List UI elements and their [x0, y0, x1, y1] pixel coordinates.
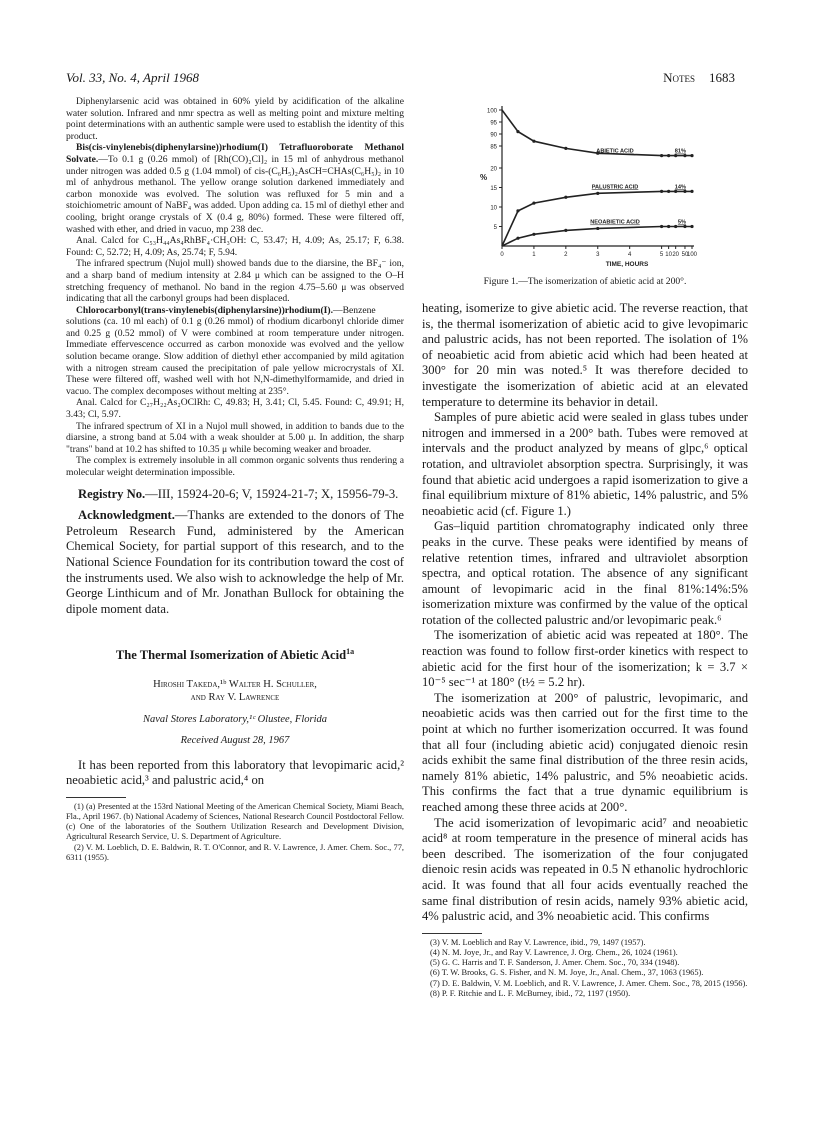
data-point [532, 233, 535, 236]
paragraph: The isomerization of abietic acid was repeated at 180°. The reaction was found to follow first-order kinetics with respect to abietic acid for the first hour of the isomerization; k = 3.7 × 10⁻⁵ sec⁻¹ at 180° (t½ = 5.2 hr). [422, 628, 748, 690]
page-number: 1683 [709, 70, 735, 85]
paragraph: heating, isomerize to give abietic acid. The reverse reaction, that is, the thermal isomerization of abietic acid to give levopimaric and palustric acids, has not been reported. The isolation of 1% of neoabietic acid from abietic acid which had been heated at 300° for 20 min was noted.⁵ It was therefore decided to investigate the isomerization of abietic acid at an elevated temperature to determine its behavior in detail. [422, 301, 748, 409]
isomerization-chart [422, 96, 748, 272]
data-point [596, 227, 599, 230]
paragraph: Diphenylarsenic acid was obtained in 60% yield by acidification of the alkaline water solution. Infrared and nmr spectra as well as melting point and mixture melting point determinations with an authentic sample were used to establish the identity of this product. [66, 96, 404, 142]
paragraph: The complex is extremely insoluble in all common organic solvents thus rendering a molecular weight determination impossible. [66, 455, 404, 478]
series-label: PALUSTRIC ACID [591, 184, 639, 191]
footnote-rule [66, 797, 126, 798]
paragraph: Gas–liquid partition chromatography indicated only three peaks in the curve. These peaks were identified by means of relative retention times, infrared and ultraviolet absorption spectra, and optical rotation. The absence of any significant amount of levopimaric acid in the final 81%:14%:5% isomerization mixture was confirmed by the value of the optical rotation of the collected palustric and/or levopimaric peak.⁶ [422, 519, 748, 627]
y-tick-label: 15 [490, 186, 497, 192]
data-point [674, 225, 677, 228]
footnote: (8) P. F. Ritchie and L. F. McBurney, ibid., 72, 1197 (1950). [430, 988, 631, 998]
article-title: The Thermal Isomerization of Abietic Acid$^{1a}$ [115, 647, 355, 663]
x-tick-label: 3 [596, 252, 600, 258]
paragraph: Samples of pure abietic acid were sealed in glass tubes under nitrogen and immersed in a 200° bath. Tubes were removed at intervals and the product analyzed by means of glpc,⁶ optical rotation, and ultraviolet absorption spectra. Surprisingly, it was found that abietic acid undergoes a rapid isomerization to give a final equilibrium mixture of 81% abietic, 14% palustric, and 5% neoabietic acid (cf. Figure 1.) [422, 410, 748, 518]
analysis: Anal. Calcd for C₂₇H₂₂As₂OClRh: C, 49.83; H, 3.41; Cl, 5.45. Found: C, 49.91; H, 3.43; Cl, 5.97. [66, 397, 404, 421]
affiliation: Naval Stores Laboratory,¹ᶜ Olustee, Florida [142, 713, 328, 725]
y-tick-label: 85 [490, 144, 497, 151]
footnote: (2) V. M. Loeblich, D. E. Baldwin, R. T. O'Connor, and R. V. Lawrence, J. Amer. Chem. Soc., 77, 6311 (1955). [66, 842, 404, 862]
footnote: (7) D. E. Baldwin, V. M. Loeblich, and R. V. Lawrence, J. Amer. Chem. Soc., 78, 2015 (1956). [430, 978, 748, 988]
authors-line: Hiroshi Takeda,¹ᵇ Walter H. Schuller, [153, 678, 317, 690]
right-column [422, 96, 748, 999]
section-name: Notes [663, 70, 695, 85]
running-header [663, 70, 735, 86]
data-point [660, 154, 663, 157]
footnote: (3) V. M. Loeblich and Ray V. Lawrence, ibid., 79, 1497 (1957). [430, 937, 646, 947]
y-tick-label: 100 [486, 108, 497, 115]
y-tick-label: 95 [490, 120, 497, 127]
ack-body: —Thanks are extended to the donors of The Petroleum Research Fund, administered by the American Chemical Society, for partial support of this research, and to the National Science Foundation for its contribution toward the cost of the instruments used. We also wish to acknowledge the help of Mr. George Linthicum and of Mr. Jonathan Bullock for obtaining the dipole moment data. [66, 508, 404, 616]
analysis: Anal. Calcd for C₅₃H₄₄As₄RhBF₄·CH₃OH: C, 53.47; H, 4.09; As, 25.17; F, 6.38. Found: C, 52.72; H, 4.09; As, 25.74; F, 5.94. [66, 235, 404, 258]
y-tick-label: 90 [490, 132, 497, 139]
data-point [690, 225, 693, 228]
data-point [667, 154, 670, 157]
paragraph: The acid isomerization of levopimaric acid⁷ and neoabietic acid⁸ at room temperature in the presence of mineral acids has been described. The isomerization of the four conjugated dienoic resin acids was repeated in 0.5 N ethanolic hydrochloric acid. It was found that all four acids eventually reached the same final distribution of resin acids, namely 93% abietic acid, 4% palustric acid, and 3% neoabietic acid. This confirms [422, 815, 748, 924]
data-point [596, 192, 599, 195]
data-point [660, 190, 663, 193]
data-point [516, 130, 519, 133]
data-point [532, 202, 535, 205]
y-tick-label: 20 [490, 166, 497, 173]
paragraph [66, 142, 404, 235]
data-point [516, 209, 519, 212]
left-column [66, 96, 404, 863]
x-tick-label: 5 [659, 252, 664, 258]
series-percent-label: 14% [674, 184, 686, 191]
data-point [690, 190, 693, 193]
y-tick-label: 10 [490, 205, 497, 212]
acknowledgment [66, 508, 404, 617]
paragraph-text: —Benzene solutions (ca. 10 ml each) of 0.1 g (0.26 mmol) of rhodium dicarbonyl chloride dimer and 0.25 g (0.52 mmol) of V were combined at room temperature under nitrogen. Immediate effervescence occurred as carbon monoxide was evolved and the yellow solution became orange. Slow addition of diethyl ether accompanied by mild agitation with a nitrogen stream caused the precipitation of pale yellow microcrystals of XI. These were filtered off, washed well with hot N,N-dimethylformamide, and dried in vacuo. The complex decomposes without melting at 235°. [66, 304, 404, 397]
authors [66, 678, 404, 704]
data-point [660, 225, 663, 228]
registry [66, 487, 404, 503]
footnote-rule [422, 933, 482, 934]
paragraph: The isomerization at 200° of palustric, levopimaric, and neoabietic acids was then carried out for the first time to the point at which no further isomerization occurred. It was found that all four (including abietic acid) conjugated dienoic resin acids exhibit the same final distribution of the three resin acids, namely 81% abietic, 14% palustric, and 5% neoabietic acids. This confirms the fact that a true dynamic equilibrium is reached among these three acids at 200°. [422, 690, 748, 814]
paragraph: The infrared spectrum of XI in a Nujol mull showed, in addition to bands due to the diarsine, a strong band at 5.04 with a weak shoulder at 5.00 μ. In addition, the sharp "trans" band at 10.2 has shifted to 10.35 μ while becoming weaker and broader. [66, 420, 404, 455]
x-axis-label: TIME, HOURS [605, 261, 649, 268]
ack-label: Acknowledgment. [78, 508, 175, 523]
data-point [690, 154, 693, 157]
y-tick-label: 5 [493, 225, 497, 231]
data-point [667, 190, 670, 193]
x-tick-label: 2 [564, 252, 568, 258]
paragraph: It has been reported from this laboratory that levopimaric acid,² neoabietic acid,³ and palustric acid,⁴ on [66, 757, 404, 788]
registry-body: —III, 15924-20-6; V, 15924-21-7; X, 15956-79-3. [145, 486, 399, 501]
x-tick-label: 10 [665, 252, 672, 258]
received-date: Received August 28, 1967 [180, 734, 290, 746]
x-tick-label: 50 [681, 252, 689, 258]
x-tick-label: 100 [686, 252, 698, 258]
series-label: ABIETIC ACID [596, 148, 634, 155]
data-point [564, 229, 567, 232]
authors-line: and Ray V. Lawrence [190, 691, 280, 703]
footnote: (6) T. W. Brooks, G. S. Fisher, and N. M. Joye, Jr., Anal. Chem., 37, 1063 (1965). [430, 968, 704, 978]
x-tick-label: 20 [672, 252, 680, 258]
data-point [532, 140, 535, 143]
registry-label: Registry No. [78, 486, 146, 501]
data-point [667, 225, 670, 228]
paragraph-text: —To 0.1 g (0.26 mmol) of [Rh(CO)₂Cl]₂ in 15 ml of anhydrous methanol under nitrogen was added 0.5 g (1.04 mmol) of cis-(C₆H₅)₂AsCH=CHAs(C₆H₅)₂ in 10 ml of anhydrous methanol. The yellow orange solution darkened immediately and carbon monoxide was evolved. The solution was refluxed for 5 min and a stoichiometric amount of NaBF₄ was added. Upon adding ca. 15 ml of diethyl ether and cooling, bright orange crystals of X (0.4 g, 80%) formed. These were filtered off, washed with ether, and dried in vacuo, mp 238 dec. [66, 153, 404, 235]
x-tick-label: 4 [628, 252, 632, 258]
footnote: (1) (a) Presented at the 153rd National Meeting of the American Chemical Society, Miami Beach, Fla., April 1967. (b) National Academy of Sciences, National Research Council Postdoctoral Fellow. (c) One of the laboratories of the Southern Utilization Research and Development Division, Agricultural Research Service, U. S. Department of Agriculture. [66, 801, 404, 842]
x-tick-label: 1 [532, 252, 536, 258]
footnote: (5) G. C. Harris and T. F. Sanderson, J. Amer. Chem. Soc., 70, 334 (1948). [430, 958, 680, 968]
data-point [564, 196, 567, 199]
series-label: NEOABIETIC ACID [590, 219, 640, 226]
series-percent-label: 81% [674, 148, 686, 155]
data-point [516, 237, 519, 240]
figure-1 [422, 96, 748, 272]
x-tick-label: 0 [500, 252, 504, 258]
journal-issue: Vol. 33, No. 4, April 1968 [66, 70, 200, 85]
series-percent-label: 5% [677, 219, 686, 226]
data-point [564, 147, 567, 150]
figure-caption: Figure 1.—The isomerization of abietic acid at 200°. [483, 276, 687, 287]
paragraph [66, 305, 404, 398]
footnote: (4) N. M. Joye, Jr., and Ray V. Lawrence, J. Org. Chem., 26, 1024 (1961). [430, 947, 678, 957]
y-axis-label: % [480, 173, 488, 182]
title-footnote: 1a [346, 647, 355, 657]
paragraph: The infrared spectrum (Nujol mull) showed bands due to the diarsine, the BF₄⁻ ion, and a sharp band of medium intensity at 2.84 μ which can be assigned to the O–H stretching frequency of methanol. No band in the region 4.75–5.60 μ was observed indicating that all the carbonyl groups had been displaced. [66, 258, 404, 305]
section-heading: Chlorocarbonyl(trans-vinylenebis(diphenylarsine))rhodium(I). [76, 304, 334, 316]
section-heading: Bis(cis-vinylenebis(diphenylarsine))rhodium(I) Tetrafluoroborate Methanol Solvate. [66, 142, 404, 165]
